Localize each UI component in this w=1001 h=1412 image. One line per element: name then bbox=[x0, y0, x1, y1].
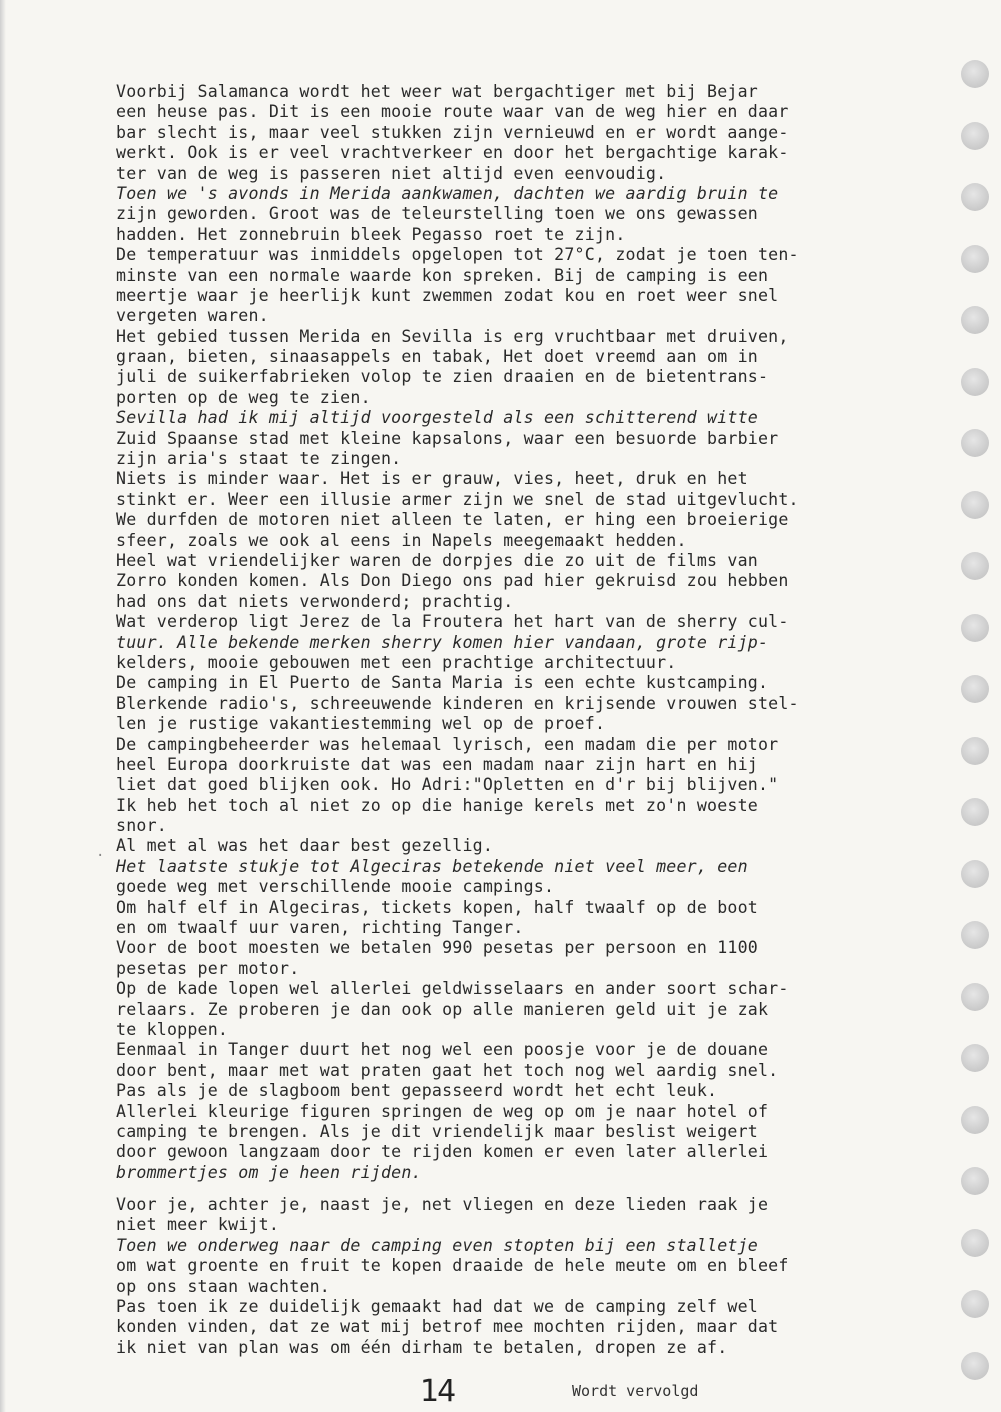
binding-hole bbox=[961, 860, 989, 888]
text-line: een heuse pas. Dit is een mooie route waar van de weg hier en daar bbox=[116, 102, 789, 122]
paragraph-gap bbox=[116, 1183, 936, 1195]
text-line: op ons staan wachten. bbox=[116, 1276, 330, 1296]
text-line: Voorbij Salamanca wordt het weer wat bergachtiger met bij Bejar bbox=[116, 82, 758, 101]
text-line: Al met al was het daar best gezellig. bbox=[116, 836, 494, 856]
text-line: Blerkende radio's, schreeuwende kinderen en krijsende vrouwen stel- bbox=[116, 693, 799, 713]
text-line: Zuid Spaanse stad met kleine kapsalons, waar een besuorde barbier bbox=[116, 428, 779, 448]
binding-hole bbox=[961, 60, 989, 88]
text-line: Voor de boot moesten we betalen 990 pesetas per persoon en 1100 bbox=[116, 938, 758, 958]
text-line: Wat verderop ligt Jerez de la Froutera het hart van de sherry cul- bbox=[116, 612, 789, 632]
binding-hole bbox=[961, 1167, 989, 1195]
text-line: graan, bieten, sinaasappels en tabak, Het doet vreemd aan om in bbox=[116, 347, 758, 367]
text-line: juli de suikerfabrieken volop te zien draaien en de bietentrans- bbox=[116, 367, 769, 387]
text-line: Niets is minder waar. Het is er grauw, vies, heet, druk en het bbox=[116, 469, 748, 489]
text-line: Eenmaal in Tanger duurt het nog wel een poosje voor je de douane bbox=[116, 1040, 769, 1060]
text-line: werkt. Ook is er veel vrachtverkeer en door het bergachtige karak- bbox=[116, 143, 789, 163]
text-line: Pas toen ik ze duidelijk gemaakt had dat we de camping zelf wel bbox=[116, 1297, 758, 1317]
text-line: brommertjes om je heen rijden. bbox=[116, 1162, 422, 1182]
text-line: goede weg met verschillende mooie campings. bbox=[116, 877, 555, 897]
continued-note: Wordt vervolgd bbox=[572, 1382, 699, 1400]
text-line: meertje waar je heerlijk kunt zwemmen zodat kou en roet weer snel bbox=[116, 285, 779, 305]
text-line: Om half elf in Algeciras, tickets kopen, half twaalf op de boot bbox=[116, 897, 758, 917]
text-line: zijn geworden. Groot was de teleurstelling toen we ons gewassen bbox=[116, 204, 758, 224]
text-line: relaars. Ze proberen je dan ook op alle manieren geld uit je zak bbox=[116, 999, 769, 1019]
text-line: Het laatste stukje tot Algeciras betekende niet veel meer, een bbox=[116, 856, 748, 876]
text-line: ik niet van plan was om één dirham te betalen, dropen ze af. bbox=[116, 1337, 728, 1357]
binding-holes bbox=[961, 60, 991, 1412]
text-line: porten op de weg te zien. bbox=[116, 387, 371, 407]
text-line: Op de kade lopen wel allerlei geldwisselaars en ander soort schar- bbox=[116, 979, 789, 999]
text-line: hadden. Het zonnebruin bleek Pegasso roet te zijn. bbox=[116, 224, 626, 244]
binding-hole bbox=[961, 675, 989, 703]
text-line: zijn aria's staat te zingen. bbox=[116, 449, 402, 469]
text-line: had ons dat niets verwonderd; prachtig. bbox=[116, 591, 514, 611]
text-line: om wat groente en fruit te kopen draaide de hele meute om en bleef bbox=[116, 1256, 789, 1276]
text-line: Sevilla had ik mij altijd voorgesteld als een schitterend witte bbox=[116, 408, 758, 428]
text-line: stinkt er. Weer een illusie armer zijn we snel de stad uitgevlucht. bbox=[116, 489, 799, 509]
text-line: Voor je, achter je, naast je, net vliegen en deze lieden raak je bbox=[116, 1195, 769, 1215]
binding-hole bbox=[961, 245, 989, 273]
text-line: door bent, maar met wat praten gaat het toch nog wel aardig snel. bbox=[116, 1060, 779, 1080]
binding-hole bbox=[961, 798, 989, 826]
text-line: minste van een normale waarde kon spreken. Bij de camping is een bbox=[116, 265, 769, 285]
text-line: te kloppen. bbox=[116, 1019, 229, 1039]
text-line: Toen we 's avonds in Merida aankwamen, dachten we aardig bruin te bbox=[116, 183, 779, 203]
page-number: 14 bbox=[420, 1374, 455, 1409]
text-line: bar slecht is, maar veel stukken zijn vernieuwd en er wordt aange- bbox=[116, 122, 789, 142]
text-line: Heel wat vriendelijker waren de dorpjes die zo uit de films van bbox=[116, 550, 758, 570]
binding-hole bbox=[961, 737, 989, 765]
article-text bbox=[116, 82, 936, 1358]
text-line: door gewoon langzaam door te rijden komen er even later allerlei bbox=[116, 1142, 769, 1162]
binding-hole bbox=[961, 614, 989, 642]
text-line: De camping in El Puerto de Santa Maria is een echte kustcamping. bbox=[116, 673, 769, 693]
binding-hole bbox=[961, 552, 989, 580]
text-line: Zorro konden komen. Als Don Diego ons pad hier gekruisd zou hebben bbox=[116, 571, 789, 591]
margin-mark: · bbox=[96, 848, 105, 864]
text-line: sfeer, zoals we ook al eens in Napels meegemaakt hedden. bbox=[116, 530, 687, 550]
binding-hole bbox=[961, 429, 989, 457]
text-line: tuur. Alle bekende merken sherry komen hier vandaan, grote rijp- bbox=[116, 632, 769, 652]
text-line: camping te brengen. Als je dit vriendelijk maar beslist weigert bbox=[116, 1121, 758, 1141]
text-line: heel Europa doorkruiste dat was een madam naar zijn hart en hij bbox=[116, 754, 758, 774]
binding-hole bbox=[961, 1229, 989, 1257]
text-line: ter van de weg is passeren niet altijd even eenvoudig. bbox=[116, 163, 667, 183]
binding-hole bbox=[961, 306, 989, 334]
text-line: len je rustige vakantiestemming wel op de proef. bbox=[116, 714, 606, 734]
text-line: Het gebied tussen Merida en Sevilla is erg vruchtbaar met druiven, bbox=[116, 326, 789, 346]
text-line: De campingbeheerder was helemaal lyrisch, een madam die per motor bbox=[116, 734, 779, 754]
binding-hole bbox=[961, 1352, 989, 1380]
text-line: Pas als je de slagboom bent gepasseerd wordt het echt leuk. bbox=[116, 1081, 718, 1101]
text-line: We durfden de motoren niet alleen te laten, er hing een broeierige bbox=[116, 510, 789, 530]
text-line: Toen we onderweg naar de camping even stopten bij een stalletje bbox=[116, 1235, 758, 1255]
binding-hole bbox=[961, 1106, 989, 1134]
binding-hole bbox=[961, 921, 989, 949]
text-line: kelders, mooie gebouwen met een prachtige architectuur. bbox=[116, 652, 677, 672]
text-line: snor. bbox=[116, 816, 167, 836]
binding-hole bbox=[961, 983, 989, 1011]
text-line: en om twaalf uur varen, richting Tanger. bbox=[116, 918, 524, 938]
binding-hole bbox=[961, 183, 989, 211]
page-left-edge bbox=[0, 0, 6, 1412]
text-line: Allerlei kleurige figuren springen de weg op om je naar hotel of bbox=[116, 1101, 769, 1121]
text-line: liet dat goed blijken ook. Ho Adri:"Opletten en d'r bij blijven." bbox=[116, 775, 779, 795]
text-line: Ik heb het toch al niet zo op die hanige kerels met zo'n woeste bbox=[116, 795, 758, 815]
binding-hole bbox=[961, 368, 989, 396]
text-line: vergeten waren. bbox=[116, 306, 269, 326]
binding-hole bbox=[961, 122, 989, 150]
text-line: konden vinden, dat ze wat mij betrof mee mochten rijden, maar dat bbox=[116, 1317, 779, 1337]
binding-hole bbox=[961, 491, 989, 519]
text-line: niet meer kwijt. bbox=[116, 1215, 280, 1235]
text-line: pesetas per motor. bbox=[116, 958, 300, 978]
text-line: De temperatuur was inmiddels opgelopen tot 27°C, zodat je toen ten- bbox=[116, 245, 799, 265]
binding-hole bbox=[961, 1044, 989, 1072]
binding-hole bbox=[961, 1290, 989, 1318]
